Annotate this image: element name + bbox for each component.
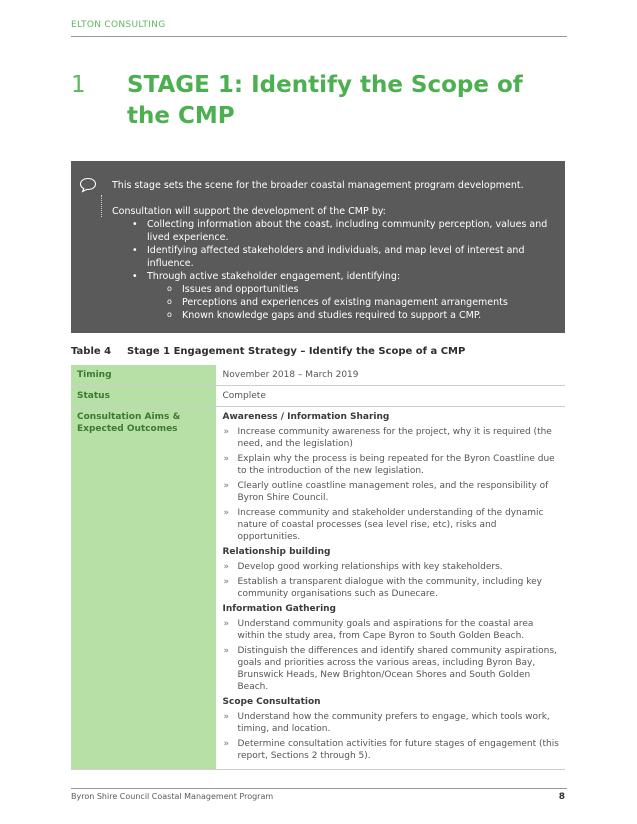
page-footer <box>71 788 567 801</box>
section-heading-information: Information Gathering <box>222 604 337 614</box>
list-item: » Increase community awareness for the project, why it is required (the need, and the legislation) <box>223 426 560 450</box>
speech-bubble-icon <box>79 177 97 193</box>
callout-subbullet: o Perceptions and experiences of existing management arrangements <box>112 296 552 309</box>
table-row-status <box>71 386 565 407</box>
section-title: STAGE 1: Identify the Scope of the CMP <box>127 72 523 129</box>
table-caption <box>71 346 465 357</box>
status-value: Complete <box>216 386 565 407</box>
callout-subbullet: o Known knowledge gaps and studies required to support a CMP. <box>112 309 552 322</box>
table-row-aims <box>71 407 565 770</box>
callout-subbullet: o Issues and opportunities <box>112 283 552 296</box>
page-number: 8 <box>558 792 565 802</box>
callout-bullet: • Through active stakeholder engagement, identifying: <box>112 270 552 283</box>
timing-label: Timing <box>71 365 216 386</box>
list-item: » Explain why the process is being repeated for the Byron Coastline due to the introduction of the new legislation. <box>223 453 560 477</box>
callout-content <box>112 179 552 322</box>
list-item: » Establish a transparent dialogue with the community, including key community organisations such as Dunecare. <box>223 576 560 600</box>
callout-bullet: • Collecting information about the coast, including community perception, values and lived experience. <box>112 218 552 244</box>
list-item: » Determine consultation activities for future stages of engagement (this report, Sections 2 through 5). <box>223 738 560 762</box>
section-heading-scope: Scope Consultation <box>222 697 321 707</box>
engagement-strategy-table <box>71 365 565 770</box>
list-item: » Distinguish the differences and identify shared community aspirations, goals and priorities across the various areas, including Byron Bay, Brunswick Heads, New Brighton/Ocean Shores and South Golden Beach. <box>223 645 560 693</box>
table-caption-title: Stage 1 Engagement Strategy – Identify the Scope of a CMP <box>127 346 466 357</box>
section-number: 1 <box>71 72 86 98</box>
aims-content <box>216 407 565 770</box>
aims-label: Consultation Aims & Expected Outcomes <box>71 407 216 770</box>
list-item: » Increase community and stakeholder understanding of the dynamic nature of coastal processes (sea level rise, etc), risks and opportunities. <box>223 507 560 543</box>
list-item: » Understand how the community prefers to engage, which tools work, timing, and location. <box>223 711 560 735</box>
callout-bullet: • Identifying affected stakeholders and individuals, and map level of interest and influence. <box>112 244 552 270</box>
section-heading-awareness: Awareness / Information Sharing <box>222 412 390 422</box>
table-caption-label: Table 4 <box>71 346 112 357</box>
running-header <box>71 20 567 37</box>
list-item: » Develop good working relationships with key stakeholders. <box>223 561 560 573</box>
timing-value: November 2018 – March 2019 <box>216 365 565 386</box>
list-item: » Clearly outline coastline management roles, and the responsibility of Byron Shire Council. <box>223 480 560 504</box>
list-item: » Understand community goals and aspirations for the coastal area within the study area, from Cape Byron to South Golden Beach. <box>223 618 560 642</box>
stage-callout-box <box>71 161 565 333</box>
callout-divider <box>101 195 102 217</box>
footer-doc-title: Byron Shire Council Coastal Management Program <box>71 792 274 801</box>
callout-intro: This stage sets the scene for the broader coastal management program development. <box>112 180 524 191</box>
section-heading-relationship: Relationship building <box>222 547 331 557</box>
table-row-timing <box>71 365 565 386</box>
callout-lead: Consultation will support the development of the CMP by: <box>112 206 386 217</box>
status-label: Status <box>71 386 216 407</box>
company-name: ELTON CONSULTING <box>71 20 166 30</box>
